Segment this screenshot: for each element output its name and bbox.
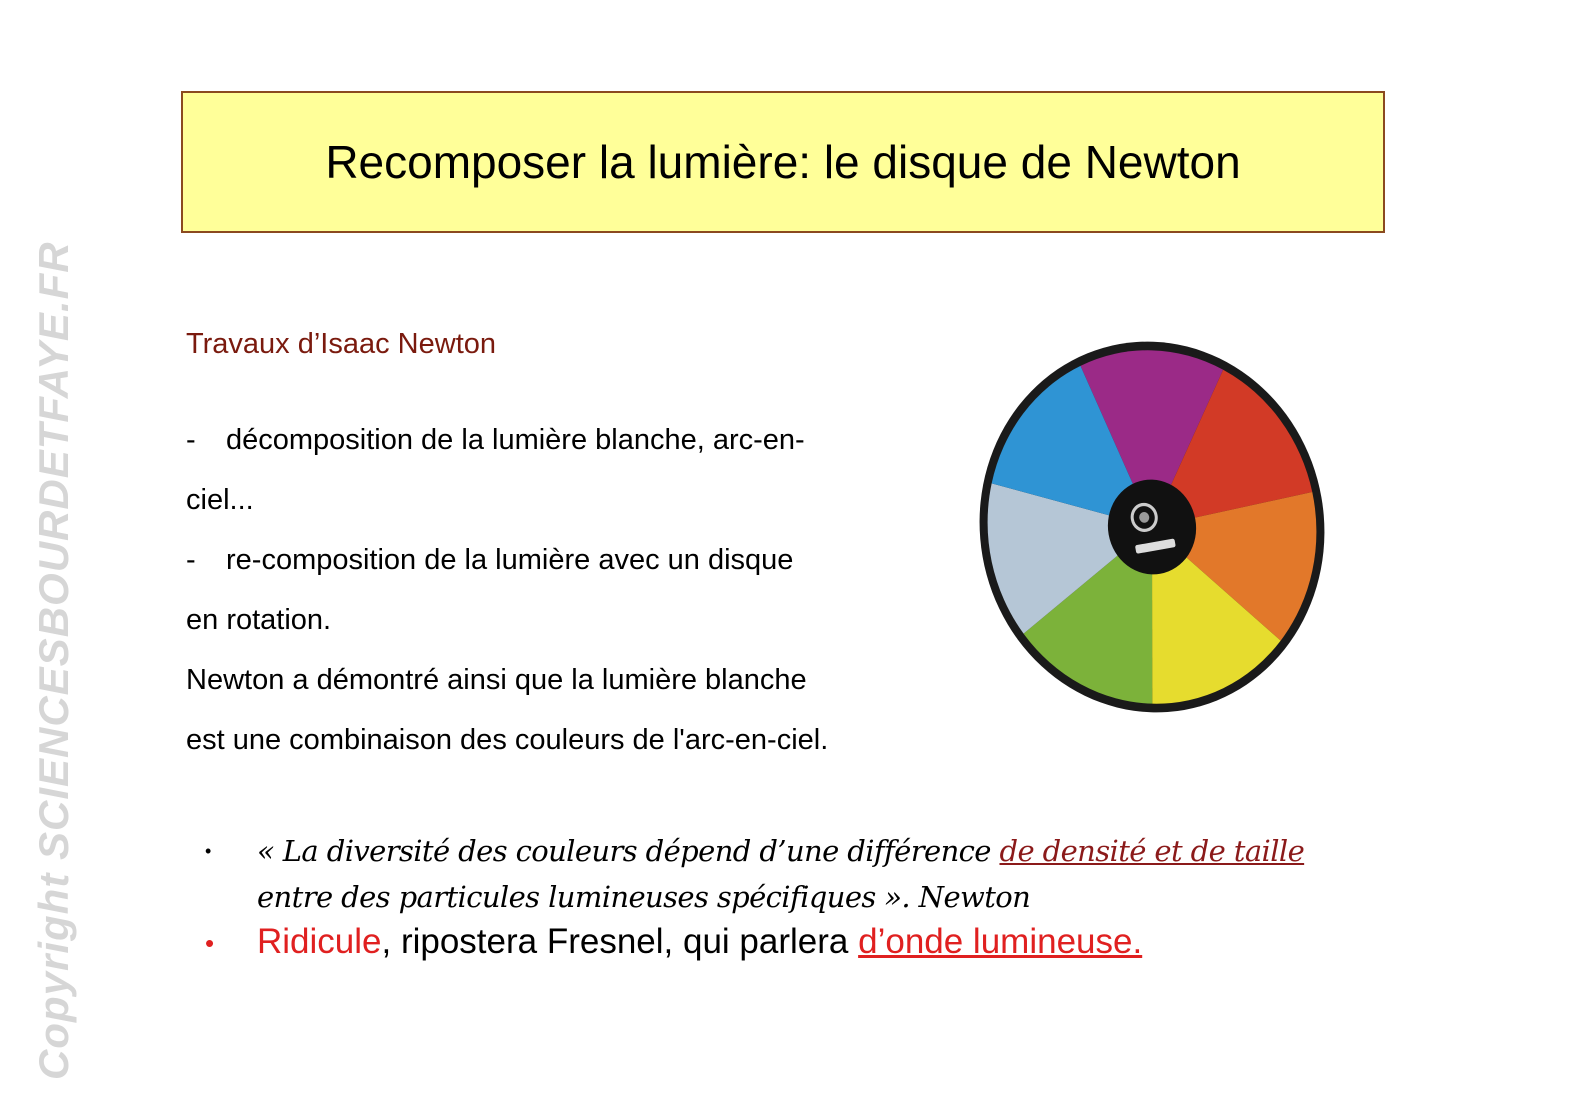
dash-marker: - bbox=[186, 424, 196, 456]
newton-quote bbox=[205, 828, 1385, 920]
fresnel-middle: , ripostera Fresnel, qui parlera bbox=[381, 922, 859, 961]
body-line-5: Newton a démontré ainsi que la lumière blanche bbox=[186, 664, 807, 696]
dash-marker: - bbox=[186, 544, 196, 576]
page-title: Recomposer la lumière: le disque de Newton bbox=[325, 136, 1241, 188]
bullet-icon: • bbox=[205, 841, 212, 861]
quote-text bbox=[257, 828, 1385, 920]
body-line-4: en rotation. bbox=[186, 604, 332, 636]
onde-lumineuse-link[interactable]: d’onde lumineuse. bbox=[858, 922, 1143, 961]
section-heading: Travaux d’Isaac Newton bbox=[186, 328, 497, 360]
body-line-2: ciel... bbox=[186, 484, 254, 516]
newton-disk-image bbox=[975, 335, 1330, 720]
title-box bbox=[181, 91, 1385, 233]
body-text bbox=[186, 410, 946, 770]
body-line-3 bbox=[186, 530, 946, 590]
body-line-1-text: décomposition de la lumière blanche, arc-en- bbox=[226, 424, 805, 456]
ridicule-word: Ridicule bbox=[257, 922, 382, 961]
body-line-6: est une combinaison des couleurs de l'arc-en-ciel. bbox=[186, 724, 829, 756]
quote-part-1: « La diversité des couleurs dépend d’une différence bbox=[257, 834, 1000, 868]
quote-part-2: entre des particules lumineuses spécifiques ». Newton bbox=[257, 880, 1031, 914]
copyright-watermark: Copyright SCIENCESBOURDETFAYE.FR bbox=[30, 241, 77, 1080]
quote-highlight: de densité et de taille bbox=[999, 834, 1305, 868]
red-bullet-icon: • bbox=[205, 928, 215, 959]
fresnel-statement bbox=[205, 922, 1142, 962]
body-line-3-text: re-composition de la lumière avec un disque bbox=[226, 544, 794, 576]
body-line-1 bbox=[186, 410, 946, 470]
newton-disk bbox=[975, 335, 1330, 720]
